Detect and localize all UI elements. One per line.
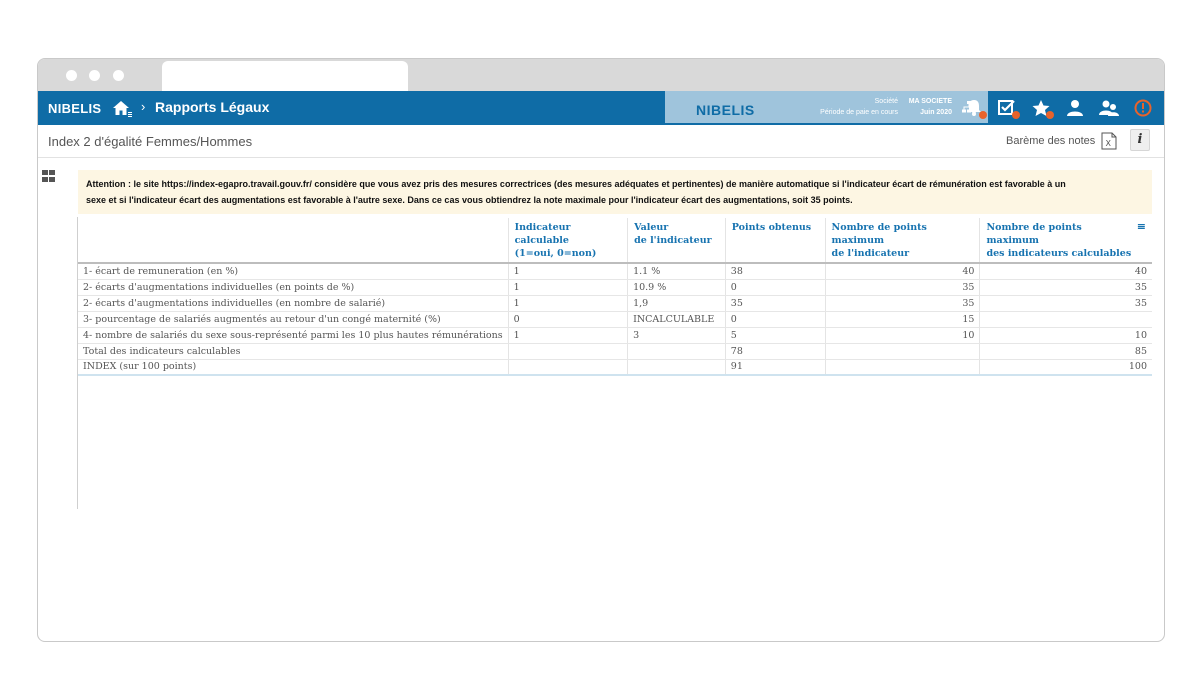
browser-window [37,58,1165,642]
home-icon[interactable] [111,98,133,118]
column-header-max-calculables[interactable]: ≡ Nombre de points maximum des indicateurs calculables [980,218,1152,263]
cell-valeur [628,343,726,359]
cell-max-calculables [980,311,1152,327]
table-row[interactable] [78,311,1152,327]
table-row[interactable] [78,327,1152,343]
breadcrumb-separator: › [141,99,146,114]
browser-chrome [38,59,1164,91]
table-row[interactable] [78,279,1152,295]
page-breadcrumb-title: Rapports Légaux [155,99,270,115]
table-row[interactable] [78,295,1152,311]
cell-points: 91 [725,359,825,375]
row-label: 2- écarts d'augmentations individuelles (en nombre de salarié) [78,295,508,311]
cell-valeur: 1.1 % [628,263,726,279]
cell-points: 0 [725,279,825,295]
cell-valeur: 1,9 [628,295,726,311]
company-logo: NIBELIS [696,102,755,118]
warning-banner [78,170,1152,214]
row-label: INDEX (sur 100 points) [78,359,508,375]
cell-calculable [508,359,627,375]
cell-calculable: 1 [508,263,627,279]
warning-line-1: Attention : le site https://index-egapro.travail.gouv.fr/ considère que vous avez pris des mesures correctrices (des mesures adéquates et pertinentes) de manière automatique si l'indicateur écart de rémunération est favorable à un [86,179,1066,189]
bell-icon[interactable] [963,98,985,118]
row-label: Total des indicateurs calculables [78,343,508,359]
excel-export-icon[interactable] [1101,132,1117,150]
column-header-valeur[interactable]: Valeur de l'indicateur [628,218,726,263]
table-header-row [78,218,1152,263]
cell-max: 35 [825,295,980,311]
browser-tab[interactable] [162,61,408,91]
app-logo[interactable]: NIBELIS [48,101,102,116]
cell-points: 35 [725,295,825,311]
cell-points: 0 [725,311,825,327]
grid-view-icon[interactable] [42,170,55,182]
cell-valeur: INCALCULABLE [628,311,726,327]
row-label: 4- nombre de salariés du sexe sous-représenté parmi les 10 plus hautes rémunérations [78,327,508,343]
cell-max [825,359,980,375]
column-header-calculable[interactable]: Indicateur calculable (1=oui, 0=non) [508,218,627,263]
window-dot [89,70,100,81]
cell-max-calculables: 85 [980,343,1152,359]
societe-label: Société [874,98,898,105]
row-label: 3- pourcentage de salariés augmentés au retour d'un congé maternité (%) [78,311,508,327]
cell-max-calculables: 35 [980,279,1152,295]
periode-value: Juin 2020 [920,109,952,116]
index-table [78,218,1152,376]
cell-calculable [508,343,627,359]
users-icon[interactable] [1098,98,1120,118]
cell-max [825,343,980,359]
svg-text:X: X [1105,139,1111,148]
table-row[interactable] [78,263,1152,279]
company-labels [820,96,898,118]
cell-max-calculables: 40 [980,263,1152,279]
cell-points: 5 [725,327,825,343]
cell-max-calculables: 35 [980,295,1152,311]
column-header-points[interactable]: Points obtenus [725,218,825,263]
window-dot [66,70,77,81]
cell-max: 35 [825,279,980,295]
column-header-label [78,218,508,263]
checklist-icon[interactable] [996,98,1018,118]
cell-calculable: 1 [508,327,627,343]
bareme-link[interactable]: Barème des notes [1006,135,1096,147]
cell-valeur: 10.9 % [628,279,726,295]
warning-line-2: sexe et si l'indicateur écart des augmentations est favorable à l'autre sexe. Dans ce cas vous obtiendrez la note maximale pour l'indicateur écart des augmentations, soit 35 points. [86,195,853,205]
page-title-bar [38,125,1164,158]
cell-calculable: 0 [508,311,627,327]
column-header-max[interactable]: Nombre de points maximum de l'indicateur [825,218,980,263]
cell-valeur: 3 [628,327,726,343]
page-title: Index 2 d'égalité Femmes/Hommes [48,134,253,149]
cell-max: 15 [825,311,980,327]
cell-points: 38 [725,263,825,279]
notification-badge [1012,111,1020,119]
notification-badge [1046,111,1054,119]
info-button[interactable]: i [1130,129,1150,151]
column-menu-icon[interactable]: ≡ [1136,220,1146,233]
table-row[interactable] [78,343,1152,359]
cell-max-calculables: 10 [980,327,1152,343]
notification-badge [979,111,987,119]
cell-max-calculables: 100 [980,359,1152,375]
power-icon[interactable] [1132,98,1154,118]
periode-label: Période de paie en cours [820,109,898,116]
star-icon[interactable] [1030,98,1052,118]
user-icon[interactable] [1064,98,1086,118]
cell-calculable: 1 [508,279,627,295]
row-label: 2- écarts d'augmentations individuelles (en points de %) [78,279,508,295]
cell-valeur [628,359,726,375]
societe-value: MA SOCIETE [908,98,952,105]
window-dot [113,70,124,81]
row-label: 1- écart de remuneration (en %) [78,263,508,279]
cell-max: 40 [825,263,980,279]
table-row[interactable] [78,359,1152,375]
cell-max: 10 [825,327,980,343]
app-header [38,91,1164,125]
cell-calculable: 1 [508,295,627,311]
company-values [909,96,952,118]
cell-points: 78 [725,343,825,359]
company-panel[interactable] [665,91,988,123]
